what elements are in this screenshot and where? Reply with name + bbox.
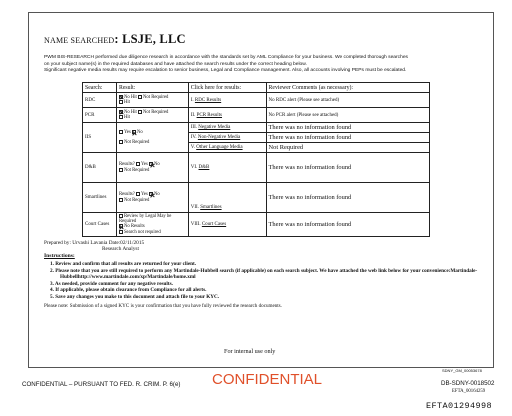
table-row-court-cases xyxy=(83,213,430,237)
comment-cell: There was no information found xyxy=(266,133,429,143)
comment-cell: There was no information found xyxy=(266,153,429,183)
search-cell: D&B xyxy=(83,153,117,183)
header-result: Result: xyxy=(116,83,188,93)
name-searched-label: NAME SEARCHED xyxy=(44,36,115,45)
efta-number: EFTA01294998 xyxy=(426,401,493,411)
checkbox-no[interactable] xyxy=(149,162,153,166)
search-cell: IIS xyxy=(83,123,117,153)
table-row-dnb xyxy=(83,153,430,183)
search-cell: RDC xyxy=(83,93,117,108)
click-cell: III. Negative Media xyxy=(188,123,266,133)
click-cell: VIII. Court Cases xyxy=(188,213,266,237)
efta-small-number: EFTA_00164259 xyxy=(452,389,486,394)
table-header-row xyxy=(83,83,430,93)
submission-note: Please note: Submission of a signed KYC is your confirmation that you have fully reviewed the research documents. xyxy=(44,303,282,309)
non-negative-media-link[interactable]: Non-Negative Media xyxy=(197,135,241,140)
comment-cell: There was no information found xyxy=(266,183,429,213)
table-row-iis xyxy=(83,123,430,133)
comment-cell: There was no information found xyxy=(266,213,429,237)
db-sdny-number: DB-SDNY-0018502 xyxy=(441,380,495,387)
checkbox-hit[interactable] xyxy=(119,115,123,119)
table-row-pcr xyxy=(83,108,430,123)
result-cell: No Hit Not Required Hit xyxy=(116,93,188,108)
prepared-by xyxy=(44,240,144,253)
checkbox-not-required[interactable] xyxy=(138,110,142,114)
intro-line: PWM BIS-RESEARCH performed due diligence research in accordance with the standards set by AML Compliance for your business. We completed thorough searches xyxy=(44,55,408,60)
instruction-item: 5. Save any changes you make to this document and attach file to your KYC. xyxy=(50,293,220,300)
checkbox-yes[interactable] xyxy=(119,130,123,134)
header-click: Click here for results: xyxy=(188,83,266,93)
sdny-bates-number: SDNY_GM_00053678 xyxy=(442,368,482,373)
comment-cell: No RDC alert (Please see attached) xyxy=(266,93,429,108)
result-cell: No Hit Not Required Hit xyxy=(116,108,188,123)
instruction-item: 2. Please note that you are still required to perform any Martindale-Hubbell search (if applicable) on each search subject. We have attached the web link below for your convenience:Martindale-Hubbellhttp://www.martindale.com/xp/Martindale/home.xml xyxy=(50,267,478,281)
checkbox-not-required[interactable] xyxy=(119,198,123,202)
search-cell: Court Cases xyxy=(83,213,117,237)
checkbox-not-required[interactable] xyxy=(138,95,142,99)
checkbox-no-results[interactable] xyxy=(119,224,123,228)
result-cell: Results? Yes No Not Required xyxy=(116,153,188,183)
name-searched-heading: NAME SEARCHED: LSJE, LLC xyxy=(44,32,186,46)
checkbox-not-required[interactable] xyxy=(119,168,123,172)
checkbox-no-hit[interactable] xyxy=(119,110,123,114)
checkbox-review-by-legal[interactable] xyxy=(119,214,123,218)
checkbox-hit[interactable] xyxy=(119,100,123,104)
comment-cell: There was no information found xyxy=(266,123,429,133)
checkbox-no[interactable] xyxy=(132,130,136,134)
checkbox-no-hit[interactable] xyxy=(119,95,123,99)
checkbox-yes[interactable] xyxy=(136,162,140,166)
header-comments: Reviewer Comments (as necessary): xyxy=(266,83,429,93)
intro-line: on your subject name(s) in the required databases and have attached the search results under the correct heading below. xyxy=(44,61,307,67)
confidential-notice: CONFIDENTIAL – PURSUANT TO FED. R. CRIM. P. 6(e) xyxy=(22,381,181,388)
comment-cell: Not Required xyxy=(266,143,429,153)
search-results-table xyxy=(82,82,430,237)
rdc-results-link[interactable]: RDC Results xyxy=(194,97,222,103)
table-row-rdc xyxy=(83,93,430,108)
subject-name: LSJE, LLC xyxy=(122,32,186,46)
pcr-results-link[interactable]: PCR Results xyxy=(196,112,223,118)
instruction-item: 1. Review and confirm that all results are returned for your client. xyxy=(50,261,197,267)
click-cell: VII. Smartlines xyxy=(188,183,266,213)
search-cell: PCR xyxy=(83,108,117,123)
other-language-media-link[interactable]: Other Language Media xyxy=(196,145,243,150)
click-cell: VI. D&B xyxy=(188,153,266,183)
prepared-by-line: Prepared by: Urvashi Lavania Date:02/11/2015 xyxy=(44,240,145,246)
smartlines-link[interactable]: Smartlines xyxy=(200,205,222,210)
instructions-list xyxy=(50,261,484,301)
checkbox-search-not-required[interactable] xyxy=(119,230,123,234)
comment-cell: No PCR alert (Please see attached) xyxy=(266,108,429,123)
result-cell: Results? Yes No Not Required xyxy=(116,183,188,213)
instructions-heading: Instructions: xyxy=(44,253,75,259)
internal-use-label: For internal use only xyxy=(224,348,276,355)
header-search: Search: xyxy=(83,83,117,93)
court-cases-link[interactable]: Court Cases xyxy=(201,222,227,227)
result-cell: Yes No Not Required xyxy=(116,123,188,153)
prepared-by-title: Research Analyst xyxy=(102,246,139,253)
click-cell: IV. Non-Negative Media xyxy=(188,133,266,143)
dnb-link[interactable]: D&B xyxy=(198,165,210,170)
result-cell: Review by Legal May be Required No Results Search not required xyxy=(116,213,188,237)
instruction-item: 3. As needed, provide comment for any negative results. xyxy=(50,280,173,287)
checkbox-yes[interactable] xyxy=(136,192,140,196)
checkbox-not-required[interactable] xyxy=(119,140,123,144)
checkbox-no[interactable] xyxy=(149,192,153,196)
instruction-item: 4. If applicable, please obtain clearance from Compliance for all alerts. xyxy=(50,287,207,294)
search-cell: Smartlines xyxy=(83,183,117,213)
click-cell: V. Other Language Media xyxy=(188,143,266,153)
confidential-stamp: CONFIDENTIAL xyxy=(212,371,323,388)
click-cell: II. PCR Results xyxy=(188,108,266,123)
negative-media-link[interactable]: Negative Media xyxy=(198,125,231,130)
intro-paragraph xyxy=(44,55,484,75)
click-cell: I. RDC Results xyxy=(188,93,266,108)
intro-line: Significant negative media results may require escalation to senior business, Legal and Compliance management. Also, all accounts involving PEPs must be escalated. xyxy=(44,68,407,74)
table-row-smartlines xyxy=(83,183,430,213)
